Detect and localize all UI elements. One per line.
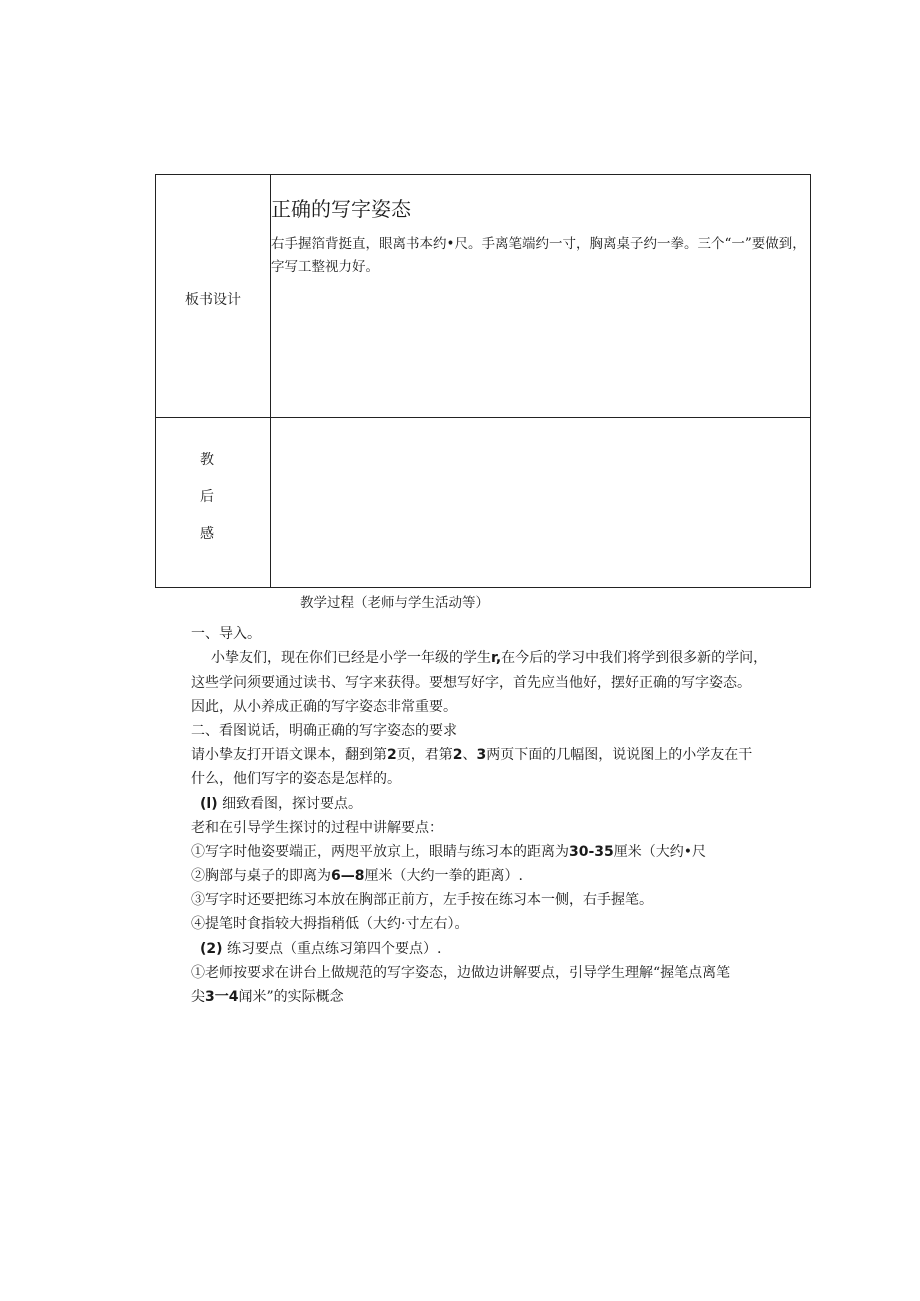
teacher-line-1: ①老师按要求在讲台上做规范的写字姿态，边做边讲解要点，引导学生理解“握笔点离笔 [191, 965, 731, 981]
table-horizontal-divider [156, 417, 810, 418]
reflection-label-char-1: 教 [200, 452, 214, 468]
section-picture-title: 二、看图说话，明确正确的写字姿态的要求 [191, 723, 457, 739]
ask-line-2: 什么，他们写字的姿态是怎样的。 [191, 771, 401, 787]
board-title: 正确的写字姿态 [271, 197, 411, 221]
reflection-label-char-2: 后 [200, 489, 214, 505]
intro-paragraph-line-2: 这些学问须要通过读书、写字来获得。要想写好字，首先应当他好，摆好正确的写字姿态。 [191, 675, 751, 691]
process-caption: 教学过程（老师与学生活动等） [300, 595, 489, 611]
intro-paragraph-line-3: 因此，从小养成正确的写字姿态非常重要。 [191, 699, 457, 715]
intro-paragraph-line-1: 小挚友们，现在你们已经是小学一年级的学生r,在今后的学习中我们将学到很多新的学问， [211, 650, 768, 666]
reflection-label-char-3: 感 [200, 526, 214, 542]
point-1: ①写字时他姿要端正，两咫平放京上，眼睛与练习本的距离为30-35厘米（大约•尺 [191, 844, 707, 860]
point-2: ②胸部与桌子的即离为6—8厘米（大约一拳的距离）. [191, 868, 523, 884]
board-design-label: 板书设计 [185, 292, 241, 308]
ask-line-1: 请小挚友打开语文课本，翻到第2页，君第2、3两页下面的几幅图，说说图上的小学友在干 [191, 747, 753, 763]
point-4: ④提笔时食指较大拇指稍低（大约·寸左右）。 [191, 916, 469, 932]
teacher-line-2: 尖3一4闻米”的实际概念 [191, 989, 344, 1005]
guide-line: 老和在引导学生探讨的过程中讲解要点： [191, 820, 443, 836]
lesson-table [155, 174, 811, 588]
board-body: 右手握箔背挺直，眼离书本约•尺。手离笔端约一寸，胸离桌子约一拳。三个“一”要做到，字写工整视力好。 [271, 236, 806, 275]
step-2: (2) 练习要点（重点练习第四个要点）. [200, 941, 442, 957]
point-3: ③写字时还要把练习本放在胸部正前方，左手按在练习本一侧，右手握笔。 [191, 892, 653, 908]
step-1: (l) 细致看图，探讨要点。 [200, 796, 363, 812]
section-intro-title: 一、导入。 [191, 626, 261, 642]
